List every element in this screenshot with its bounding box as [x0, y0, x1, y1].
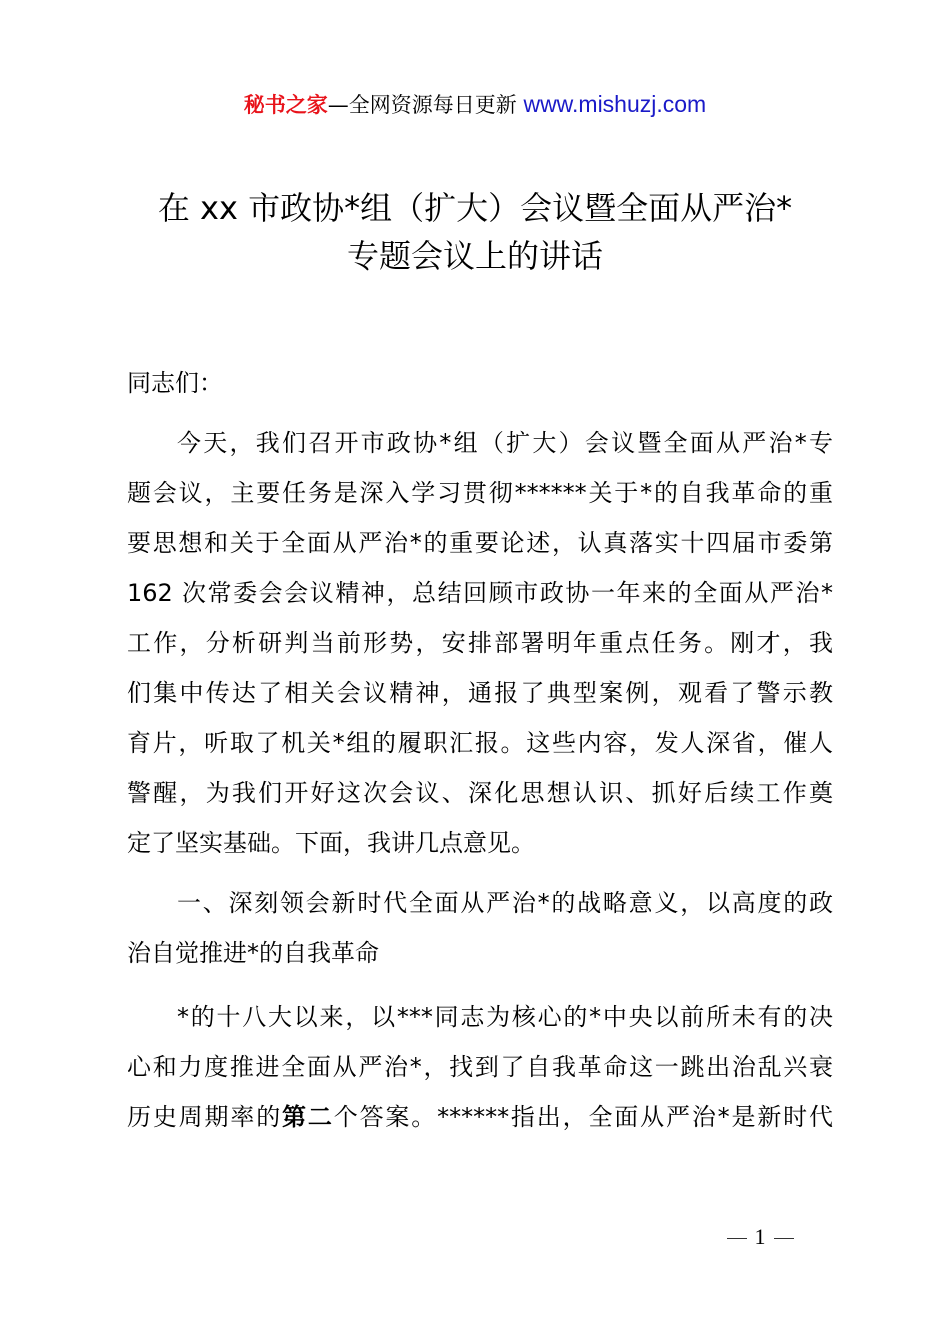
salutation-text: 同志们： — [127, 369, 223, 397]
paragraph-line: 心和力度推进全面从严治*，找到了自我革命这一跳出治乱兴衰 — [127, 1053, 833, 1081]
paragraph-line: *的十八大以来，以***同志为核心的*中央以前所未有的决 — [177, 1003, 833, 1031]
salutation — [127, 358, 833, 408]
text-run: 历史周期率的 — [127, 1103, 283, 1131]
brand-name: 秘书之家 — [243, 93, 328, 117]
heading-line: 一、深刻领会新时代全面从严治*的战略意义，以高度的政 — [177, 889, 833, 917]
paragraph-line — [127, 1092, 833, 1142]
site-header — [0, 88, 950, 121]
title-line-1: 在 xx 市政协*组（扩大）会议暨全面从严治* — [157, 189, 793, 227]
paragraph-line: 定了坚实基础。下面，我讲几点意见。 — [127, 829, 535, 857]
document-title — [0, 184, 950, 280]
paragraph-line: 育片，听取了机关*组的履职汇报。这些内容，发人深省，催人 — [127, 729, 833, 757]
site-url-link[interactable]: www.mishuzj.com — [523, 91, 707, 117]
paragraph-line: 要思想和关于全面从严治*的重要论述，认真落实十四届市委第 — [127, 529, 833, 557]
dash-right — [774, 1238, 794, 1239]
page-footer — [0, 1224, 950, 1250]
text-run: 个答案。******指出，全面从严治*是新时代 — [333, 1103, 834, 1131]
heading-line: 治自觉推进*的自我革命 — [127, 939, 379, 967]
paragraph-line: 162 次常委会会议精神，总结回顾市政协一年来的全面从严治* — [127, 579, 833, 607]
paragraph-line: 今天，我们召开市政协*组（扩大）会议暨全面从严治*专 — [177, 429, 833, 457]
section-heading-1 — [127, 878, 833, 978]
paragraph-line: 们集中传达了相关会议精神，通报了典型案例，观看了警示教 — [127, 679, 833, 707]
bold-text-run: 第二 — [282, 1103, 334, 1131]
paragraph-line: 工作，分析研判当前形势，安排部署明年重点任务。刚才，我 — [127, 629, 833, 657]
header-slogan: —全网资源每日更新 — [327, 93, 517, 117]
title-line-2: 专题会议上的讲话 — [346, 237, 603, 275]
paragraph-section-1 — [127, 992, 833, 1142]
paragraph-intro — [127, 418, 833, 868]
paragraph-line: 题会议，主要任务是深入学习贯彻******关于*的自我革命的重 — [127, 479, 833, 507]
paragraph-line: 警醒，为我们开好这次会议、深化思想认识、抓好后续工作奠 — [127, 779, 833, 807]
dash-left — [727, 1238, 747, 1239]
page-number: 1 — [754, 1224, 766, 1249]
